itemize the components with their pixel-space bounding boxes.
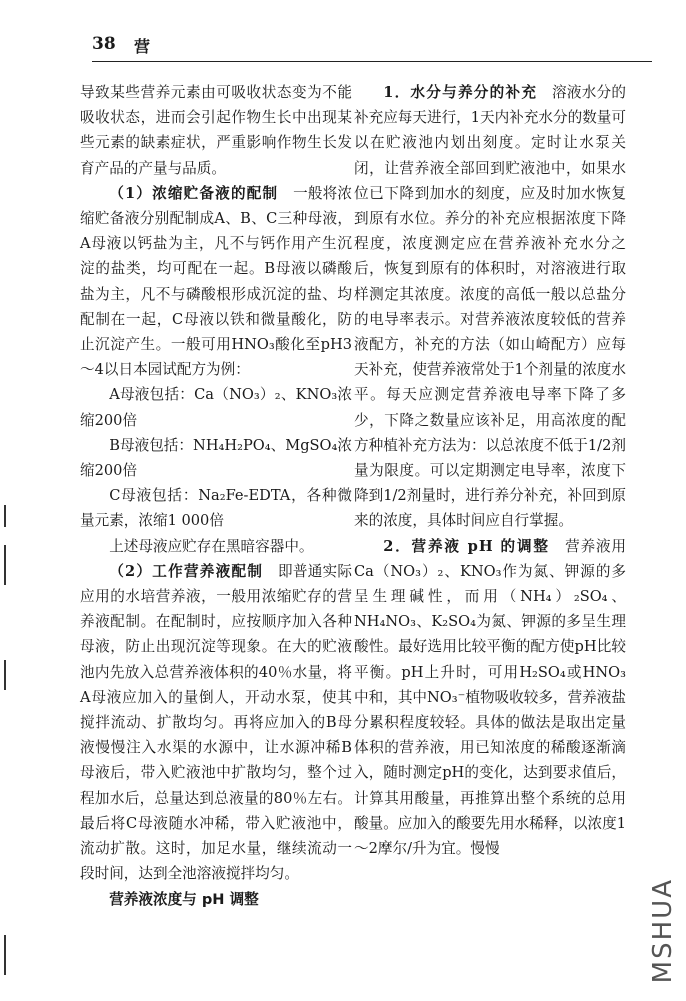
running-head: 营 bbox=[134, 37, 151, 56]
binding-edge-mark bbox=[4, 545, 6, 585]
subheading-ph-adjustment: 2．营养液 pH 的调整 bbox=[383, 537, 550, 555]
paragraph-working-solution bbox=[80, 559, 352, 887]
page-number: 38 bbox=[92, 34, 116, 54]
watermark-text: MSHUA bbox=[648, 877, 678, 983]
paragraph-storage: 上述母液应贮存在黑暗容器中。 bbox=[109, 537, 314, 555]
paragraph-body: 一般将浓缩贮备液分别配制成A、B、C三种母液，A母液以钙盐为主，凡不与钙作用产生沉淀的盐类，均可配在一起。B母液以磷酸盐为主，凡不与磷酸根形成沉淀的盐、均配制在一起，C母液以铁和微量酸化，防止沉淀产生。一般可用HNO₃酸化至pH3～4以日本园试配方为例： bbox=[80, 184, 352, 379]
section-title: 营养液浓度与 pH 调整 bbox=[109, 890, 259, 908]
paragraph-water-nutrient bbox=[354, 80, 626, 534]
paragraph-c-liquid: C母液包括：Na₂Fe-EDTA，各种微量元素，浓缩1 000倍 bbox=[80, 487, 352, 530]
paragraph-a-liquid: A母液包括：Ca（NO₃）₂、KNO₃浓缩200倍 bbox=[80, 386, 352, 429]
paragraph-body: 即普通实际应用的水培营养液，一般用浓缩贮存的营养液配制。在配制时，应按顺序加入各种母液，防止出现沉淀等现象。在大的贮液池内先放入总营养液体积的40％水量，将A母液应加入的量倒人，开动水泵，使其搅拌流动、扩散均匀。再将应加入的B母液慢慢注入水渠的水源中，让水源冲稀B母液后，带入贮液池中扩散均匀，整个过程加水后，总量达到总液量的80％左右。最后将C母液随水冲稀，带入贮液池中，流动扩散。这时，加足水量，继续流动一段时间，达到全池溶液搅拌均匀。 bbox=[80, 562, 352, 883]
binding-edge-mark bbox=[4, 505, 6, 527]
paragraph-concentrate-preparation bbox=[80, 181, 352, 383]
paragraph-body: 溶液水分的补充应每天进行，1天内补充水分的数量可以在贮液池内划出刻度。定时让水泵关闭，让营养液全部回到贮液池中，如果水位已下降到加水的刻度，应及时加水恢复到原有水位。养分的补充应根据浓度下降程度，浓度测定应在营养液补充水分之后，恢复到原有的体积时，对溶液进行取样测定其浓度。浓度的高低一般以总盐分的电导率表示。对营养液浓度较低的营养液配方，补充的方法（如山崎配方）应每天补充，使营养液常处于1个剂量的浓度水平。每天应测定营养液电导率下降了多少，下降之数量应该补足，用高浓度的配方种植补充方法为：以总浓度不低于1/2剂量为限度。可以定期测定电导率，浓度下降到1/2剂量时，进行养分补充，补回到原来的浓度，具体时间应自行掌握。 bbox=[354, 84, 626, 530]
subheading-water-nutrient: 1．水分与养分的补充 bbox=[383, 84, 538, 101]
subheading-concentrate: （1）浓缩贮备液的配制 bbox=[109, 184, 279, 202]
paragraph-continuation: 导致某些营养元素由可吸收状态变为不能吸收状态，进而会引起作物生长中出现某些元素的缺素症状，严重影响作物生长发育产品的产量与品质。 bbox=[80, 84, 352, 177]
binding-edge-mark bbox=[4, 660, 6, 690]
right-column bbox=[354, 80, 626, 861]
left-column bbox=[80, 80, 352, 912]
paragraph-body: 营养液用Ca（NO₃）₂、KNO₃作为氮、钾源的多呈生理碱性，而用（NH₄）₂SO₄、NH₄NO₃、K₂SO₄为氮、钾源的多呈生理酸性。最好选用比较平衡的配方使pH比较平衡。pH上升时，可用H₂SO₄或HNO₃中和，其中NO₃⁻植物吸收较多，营养液盐分累积程度较轻。具体的做法是取出定量体积的营养液，用已知浓度的稀酸逐渐滴入，随时测定pH的变化，达到要求值后，计算其用酸量，再推算出整个系统的总用酸量。应加入的酸要先用水稀释，以浓度1～2摩尔/升为宜。慢慢 bbox=[354, 537, 626, 858]
page-header bbox=[92, 28, 652, 62]
paragraph-b-liquid: B母液包括：NH₄H₂PO₄、MgSO₄浓缩200倍 bbox=[80, 436, 352, 480]
header-rule bbox=[92, 61, 652, 62]
subheading-working-solution: （2）工作营养液配制 bbox=[109, 562, 264, 580]
binding-edge-mark bbox=[4, 935, 6, 975]
paragraph-ph-adjustment bbox=[354, 534, 626, 862]
